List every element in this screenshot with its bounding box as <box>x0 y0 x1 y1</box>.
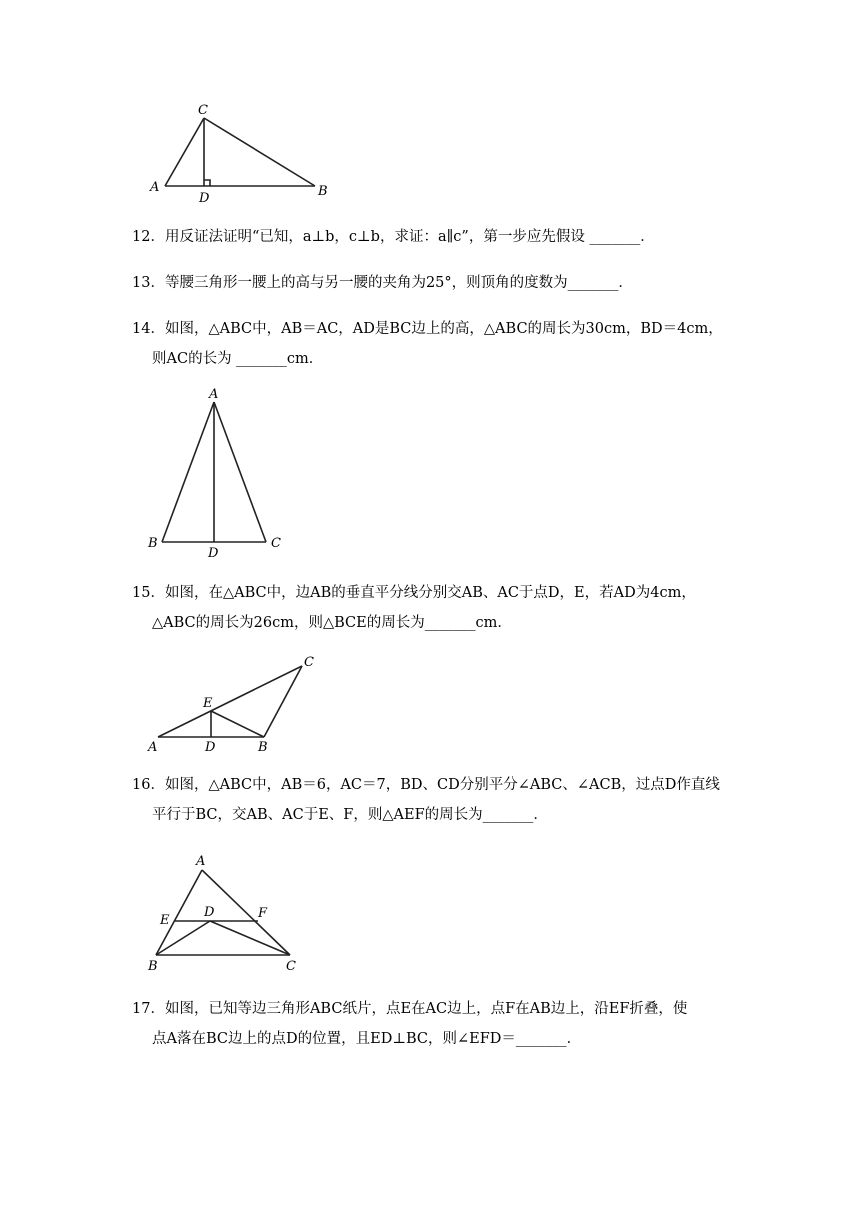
segment-AC <box>165 118 204 186</box>
problem-16-line1: 16．如图，△ABC中，AB＝6，AC＝7，BD、CD分别平分∠ABC、∠ACB，过点D作直线 <box>132 777 720 793</box>
right-angle-mark <box>204 180 210 186</box>
segment-EB <box>211 711 264 737</box>
problem-17-line1: 17．如图，已知等边三角形ABC纸片，点E在AC边上，点F在AB边上，沿EF折叠，使 <box>132 1001 688 1017</box>
segment-AC <box>214 402 266 542</box>
label-D: D <box>204 905 215 920</box>
problem-17-line2: 点A落在BC边上的点D的位置，且ED⊥BC，则∠EFD＝_______． <box>152 1031 582 1047</box>
problem-14 <box>132 314 732 374</box>
problem-13-text: 13．等腰三角形一腰上的高与另一腰的夹角为25°，则顶角的度数为_______． <box>132 275 633 291</box>
figure-14 <box>140 384 300 560</box>
label-D: D <box>205 740 216 755</box>
figure-11 <box>140 98 340 208</box>
problem-15-line1: 15．如图，在△ABC中，边AB的垂直平分线分别交AB、AC于点D，E，若AD为4cm， <box>132 585 696 601</box>
segment-CB <box>204 118 315 186</box>
label-C: C <box>304 655 314 670</box>
segment-CD <box>210 921 290 955</box>
label-C: C <box>286 959 296 974</box>
problem-12-text: 12．用反证法证明“已知，a⊥b，c⊥b，求证：a∥c”，第一步应先假设 _______． <box>132 229 655 245</box>
problem-16-line2: 平行于BC，交AB、AC于E、F，则△AEF的周长为_______． <box>152 807 548 823</box>
segment-AC <box>158 666 302 737</box>
problem-13 <box>132 268 732 298</box>
label-E: E <box>160 913 170 928</box>
label-A: A <box>150 180 160 195</box>
label-A: A <box>209 387 219 402</box>
label-B: B <box>258 740 268 755</box>
segment-BC <box>264 666 302 737</box>
problem-14-line2: 则AC的长为 _______cm． <box>152 351 324 367</box>
label-B: B <box>318 184 328 199</box>
problem-15-line2: △ABC的周长为26cm，则△BCE的周长为_______cm． <box>152 615 512 631</box>
segment-AB <box>162 402 214 542</box>
label-E: E <box>203 696 213 711</box>
label-F: F <box>258 906 268 921</box>
figure-15 <box>140 652 330 756</box>
label-D: D <box>208 546 219 560</box>
label-B: B <box>148 536 158 551</box>
problem-12 <box>132 222 732 252</box>
figure-16 <box>140 850 320 976</box>
label-B: B <box>148 959 158 974</box>
problem-17 <box>132 994 732 1054</box>
label-D: D <box>199 191 210 206</box>
label-A: A <box>148 740 158 755</box>
problem-14-line1: 14．如图，△ABC中，AB＝AC，AD是BC边上的高，△ABC的周长为30cm，BD＝4cm， <box>132 321 723 337</box>
segment-AC <box>202 870 290 955</box>
label-A: A <box>196 854 206 869</box>
label-C: C <box>198 103 208 118</box>
problem-16 <box>132 770 732 830</box>
problem-15 <box>132 578 732 638</box>
label-C: C <box>271 536 281 551</box>
